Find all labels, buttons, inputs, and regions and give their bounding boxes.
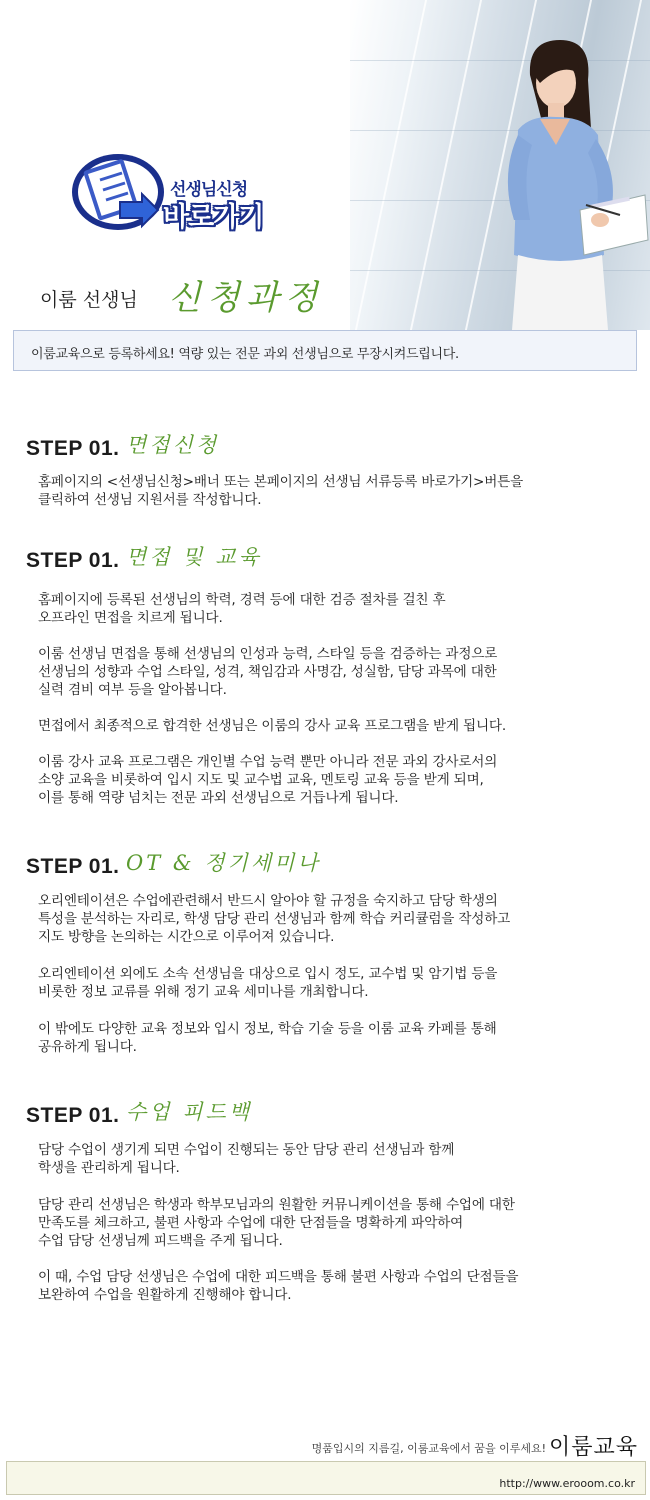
- step-paragraph: [38, 965, 628, 1001]
- text-line: 이 밖에도 다양한 교육 정보와 입시 정보, 학습 기술 등을 이룸 교육 카페를 통해: [38, 1021, 497, 1037]
- text-line: 클릭하여 선생님 지원서를 작성합니다.: [38, 492, 262, 508]
- text-line: 학생을 관리하게 됩니다.: [38, 1160, 180, 1176]
- text-line: 오리엔테이션은 수업에관련해서 반드시 알아야 할 규정을 숙지하고 담당 학생의: [38, 893, 498, 909]
- text-line: 이를 통해 역량 넘치는 전문 과외 선생님으로 거듭나게 됩니다.: [38, 790, 399, 806]
- text-line: 홈페이지에 등록된 선생님의 학력, 경력 등에 대한 검증 절차를 걸친 후: [38, 592, 446, 608]
- footer-bar: [6, 1461, 646, 1495]
- text-line: 소양 교육을 비롯하여 입시 지도 및 교수법 교육, 멘토링 교육 등을 받게 되며,: [38, 772, 484, 788]
- hero-banner: [0, 0, 650, 330]
- step-paragraph: [38, 753, 628, 807]
- step-label: STEP 01.: [26, 437, 120, 460]
- step-title: 면접 및 교육: [126, 545, 262, 569]
- step-label: STEP 01.: [26, 855, 120, 878]
- text-line: 비롯한 정보 교류를 위해 정기 교육 세미나를 개최합니다.: [38, 984, 369, 1000]
- text-line: 이 때, 수업 담당 선생님은 수업에 대한 피드백을 통해 불편 사항과 수업의 단점들을: [38, 1269, 519, 1285]
- logo-subtitle[interactable]: 선생님신청: [170, 180, 248, 200]
- step-paragraph: [38, 717, 628, 735]
- text-line: 보완하여 수업을 원활하게 진행해야 합니다.: [38, 1287, 292, 1303]
- page-title: 신청과정: [168, 278, 324, 318]
- step-title: OT & 정기세미나: [126, 851, 321, 875]
- page-title-prefix: 이룸 선생님: [40, 289, 138, 311]
- step-label: STEP 01.: [26, 549, 120, 572]
- step-paragraph: [38, 645, 628, 699]
- intro-text: 이룸교육으로 등록하세요! 역량 있는 전문 과외 선생님으로 무장시켜드립니다.: [31, 347, 459, 362]
- step-title: 면접신청: [126, 433, 220, 457]
- text-line: 수업 담당 선생님께 피드백을 주게 됩니다.: [38, 1233, 283, 1249]
- intro-banner: [13, 330, 637, 371]
- text-line: 담당 수업이 생기게 되면 수업이 진행되는 동안 담당 관리 선생님과 함께: [38, 1142, 455, 1158]
- text-line: 담당 관리 선생님은 학생과 학부모님과의 원활한 커뮤니케이션을 통해 수업에 대한: [38, 1197, 515, 1213]
- step-paragraph: [38, 1196, 628, 1250]
- text-line: 실력 겸비 여부 등을 알아봅니다.: [38, 682, 227, 698]
- step-label: STEP 01.: [26, 1104, 120, 1127]
- text-line: 공유하게 됩니다.: [38, 1039, 137, 1055]
- footer-slogan: 명품입시의 지름길, 이룸교육에서 꿈을 이루세요!: [311, 1442, 546, 1455]
- text-line: 이룸 선생님 면접을 통해 선생님의 인성과 능력, 스타일 등을 검증하는 과정으로: [38, 646, 498, 662]
- step-paragraph: [38, 1268, 628, 1304]
- text-line: 만족도를 체크하고, 불편 사항과 수업에 대한 단점들을 명확하게 파악하여: [38, 1215, 464, 1231]
- text-line: 오리엔테이션 외에도 소속 선생님을 대상으로 입시 정도, 교수법 및 암기법 등을: [38, 966, 498, 982]
- step-paragraph: [38, 591, 628, 627]
- website-link[interactable]: http://www.erooom.co.kr: [499, 1477, 635, 1490]
- text-line: 오프라인 면접을 치르게 됩니다.: [38, 610, 223, 626]
- text-line: 특성을 분석하는 자리로, 학생 담당 관리 선생님과 함께 학습 커리큘럼을 작성하고: [38, 911, 511, 927]
- footer-brand-logo: 이룸교육: [548, 1435, 638, 1460]
- step-paragraph: [38, 892, 628, 946]
- text-line: 지도 방향을 논의하는 시간으로 이루어져 있습니다.: [38, 929, 335, 945]
- step-paragraph: [38, 1020, 628, 1056]
- logo-shortcut-label[interactable]: 바로가기: [163, 202, 264, 233]
- text-line: 이룸 강사 교육 프로그램은 개인별 수업 능력 뿐만 아니라 전문 과외 강사로서의: [38, 754, 498, 770]
- text-line: 면접에서 최종적으로 합격한 선생님은 이룸의 강사 교육 프로그램을 받게 됩니다.: [38, 718, 506, 734]
- step-paragraph: [38, 473, 628, 509]
- teacher-photo: [470, 35, 650, 330]
- text-line: 홈페이지의 <선생님신청>배너 또는 본페이지의 선생님 서류등록 바로가기>버튼을: [38, 474, 524, 490]
- text-line: 선생님의 성향과 수업 스타일, 성격, 책임감과 사명감, 성실함, 담당 과목에 대한: [38, 664, 497, 680]
- step-title: 수업 피드백: [126, 1100, 253, 1124]
- step-paragraph: [38, 1141, 628, 1177]
